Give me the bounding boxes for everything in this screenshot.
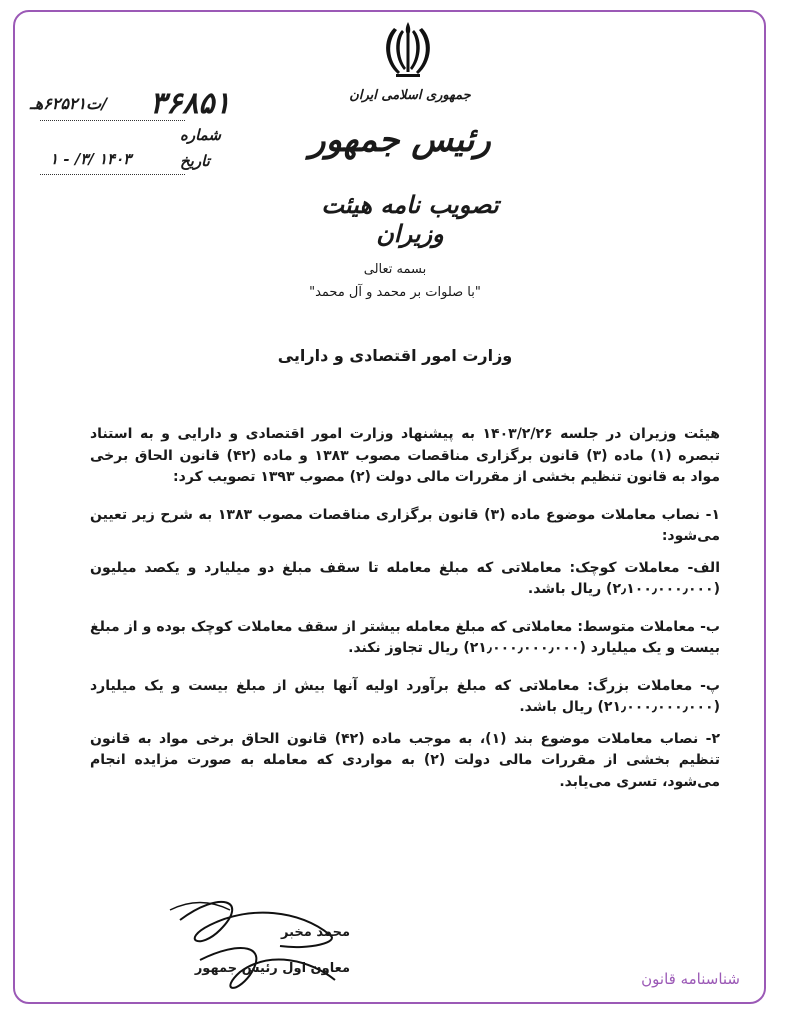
- office-title: رئیس جمهور: [309, 120, 491, 160]
- document-type: تصویب نامه هیئت وزیران: [321, 190, 499, 248]
- date-label: تاریخ: [180, 152, 210, 170]
- paragraph-clause-1a: الف- معاملات کوچک: معاملاتی که مبلغ معامله تا سقف مبلغ دو میلیارد و یکصد میلیون (۲٫۱۰۰٫۰۰۰٫۰۰۰) ریال باشد.: [90, 559, 720, 597]
- number-line: [40, 120, 185, 121]
- invocation: [260, 258, 530, 304]
- number-label: شماره: [180, 126, 221, 144]
- paragraph-clause-2: ۲- نصاب معاملات موضوع بند (۱)، به موجب ماده (۴۲) قانون الحاق برخی مواد به قانون تنظیم بخشی از مقررات مالی دولت (۲) به مواردی که معامله به صورت مزایده انجام می‌شود، تسری می‌یابد.: [90, 730, 720, 790]
- invocation-line-2: "با صلوات بر محمد و آل محمد": [309, 285, 481, 300]
- date-value: ۱۴۰۳ /۳/ - ۱: [50, 150, 132, 168]
- brand-watermark: شناسنامه قانون: [641, 970, 740, 988]
- document-number: ۳۶۸۵۱: [150, 86, 231, 121]
- handwritten-signature: [160, 880, 360, 1010]
- country-name: جمهوری اسلامی ایران: [349, 88, 471, 103]
- addressee: وزارت امور اقتصادی و دارایی: [277, 346, 513, 365]
- date-line: [40, 174, 185, 175]
- paragraph-clause-1c: پ- معاملات بزرگ: معاملاتی که مبلغ برآورد اولیه آنها بیش از مبلغ بیست و یک میلیارد (۲۱٫۰۰۰٫۰۰۰٫۰۰۰) ریال باشد.: [90, 677, 720, 715]
- paragraph-preamble: هیئت وزیران در جلسه ۱۴۰۳/۲/۲۶ به پیشنهاد وزارت امور اقتصادی و دارایی و به استناد تبصره (۱) ماده (۳) قانون برگزاری مناقصات مصوب ۱۳۸۳ و ماده (۴۲) قانون الحاق برخی مواد به قانون تنظیم بخشی از مقررات مالی دولت (۲) مصوب ۱۳۹۳ تصویب کرد:: [90, 426, 721, 485]
- document-body: [90, 424, 720, 809]
- paragraph-clause-1b: ب- معاملات متوسط: معاملاتی که مبلغ معامله بیشتر از سقف معاملات کوچک بوده و از مبلغ بیست و یک میلیارد (۲۱٫۰۰۰٫۰۰۰٫۰۰۰) ریال تجاوز نکند.: [90, 618, 720, 656]
- iran-emblem-icon: [376, 18, 440, 82]
- signatory-title: معاون اول رئیس جمهور: [194, 961, 350, 976]
- document-reference: /ت۶۲۵۲۱هـ: [30, 94, 107, 113]
- invocation-line-1: بسمه تعالی: [363, 262, 427, 277]
- paragraph-clause-1: ۱- نصاب معاملات موضوع ماده (۳) قانون برگزاری مناقصات مصوب ۱۳۸۳ به شرح زیر تعیین می‌شود:: [90, 506, 720, 544]
- signatory-name: محمد مخبر: [281, 925, 350, 940]
